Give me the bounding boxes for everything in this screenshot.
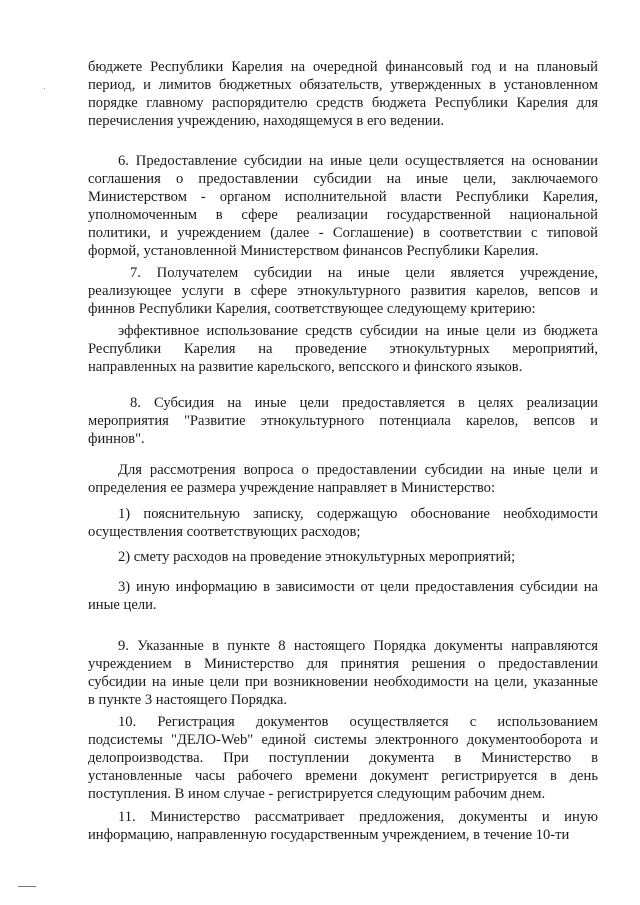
- text-line: осуществления соответствующих расходов;: [88, 524, 361, 540]
- text-line: 6. Предоставление субсидии на иные цели осуществляется на основании: [118, 153, 598, 169]
- text-line: 11. Министерство рассматривает предложения, документы и иную: [118, 809, 598, 825]
- paragraph: [88, 152, 598, 260]
- paragraph: [88, 264, 598, 318]
- text-line: информацию, направленную государственным учреждением, в течение 10-ти: [88, 827, 570, 843]
- text-line: финнов".: [88, 431, 145, 447]
- text-line: 9. Указанные в пункте 8 настоящего Порядка документы направляются: [118, 638, 598, 654]
- text-line: субсидии на иные цели при возникновении необходимости на цели, указанные: [88, 674, 598, 690]
- paragraph: [88, 713, 598, 803]
- text-line: 10. Регистрация документов осуществляется с использованием: [118, 714, 598, 730]
- text-line: Министерством - органом исполнительной власти Республики Карелия,: [88, 189, 598, 205]
- paragraph: [88, 505, 598, 541]
- text-line: соглашения о предоставлении субсидии на иные цели, заключаемого: [88, 171, 598, 187]
- text-line: делопроизводства. При поступлении документа в Министерство в: [88, 750, 598, 766]
- text-line: 8. Субсидия на иные цели предоставляется в целях реализации: [130, 395, 598, 411]
- paragraph: [88, 394, 598, 448]
- text-line: формой, установленной Министерством финансов Республики Карелия.: [88, 243, 539, 259]
- page-edge-mark: [18, 886, 36, 887]
- text-line: определения ее размера учреждение направляет в Министерство:: [88, 480, 495, 496]
- scan-speck: [44, 88, 45, 89]
- text-line: уполномоченным в сфере реализации государственной национальной: [88, 207, 598, 223]
- text-line: политики, и учреждением (далее - Соглашение) в соответствии с типовой: [88, 225, 598, 241]
- paragraph: [88, 461, 598, 497]
- text-line: бюджете Республики Карелия на очередной финансовый год и на плановый: [88, 59, 598, 75]
- text-line: период, и лимитов бюджетных обязательств, утвержденных в установленном: [88, 77, 598, 93]
- paragraph: [88, 578, 598, 614]
- text-line: направленных на развитие карельского, вепсского и финского языков.: [88, 359, 523, 375]
- text-line: 1) пояснительную записку, содержащую обоснование необходимости: [118, 506, 598, 522]
- text-line: подсистемы "ДЕЛО-Web" единой системы электронного документооборота и: [88, 732, 598, 748]
- paragraph: [88, 808, 598, 844]
- text-line: 3) иную информацию в зависимости от цели предоставления субсидии на: [118, 579, 598, 595]
- text-line: Республики Карелия на проведение этнокультурных мероприятий,: [88, 341, 598, 357]
- text-line: 7. Получателем субсидии на иные цели является учреждение,: [130, 265, 598, 281]
- text-line: учреждением в Министерство для принятия решения о предоставлении: [88, 656, 598, 672]
- text-line: 2) смету расходов на проведение этнокультурных мероприятий;: [118, 549, 516, 565]
- text-line: порядке главному распорядителю средств бюджета Республики Карелия для: [88, 95, 598, 111]
- text-line: Для рассмотрения вопроса о предоставлении субсидии на иные цели и: [118, 462, 598, 478]
- text-line: мероприятия "Развитие этнокультурного потенциала карелов, вепсов и: [88, 413, 598, 429]
- paragraph: [88, 637, 598, 709]
- text-line: поступления. В ином случае - регистрируется следующим рабочим днем.: [88, 786, 546, 802]
- paragraph: [88, 322, 598, 376]
- paragraph: [88, 548, 598, 566]
- text-line: реализующее услуги в сфере этнокультурного развития карелов, вепсов и: [88, 283, 598, 299]
- text-line: установленные часы рабочего времени документ регистрируется в день: [88, 768, 598, 784]
- text-line: перечисления учреждению, находящемуся в его ведении.: [88, 113, 445, 129]
- paragraph: [88, 58, 598, 130]
- text-line: иные цели.: [88, 597, 157, 613]
- text-line: эффективное использование средств субсидии на иные цели из бюджета: [118, 323, 598, 339]
- text-line: финнов Республики Карелия, соответствующее следующему критерию:: [88, 301, 536, 317]
- text-line: в пункте 3 настоящего Порядка.: [88, 692, 288, 708]
